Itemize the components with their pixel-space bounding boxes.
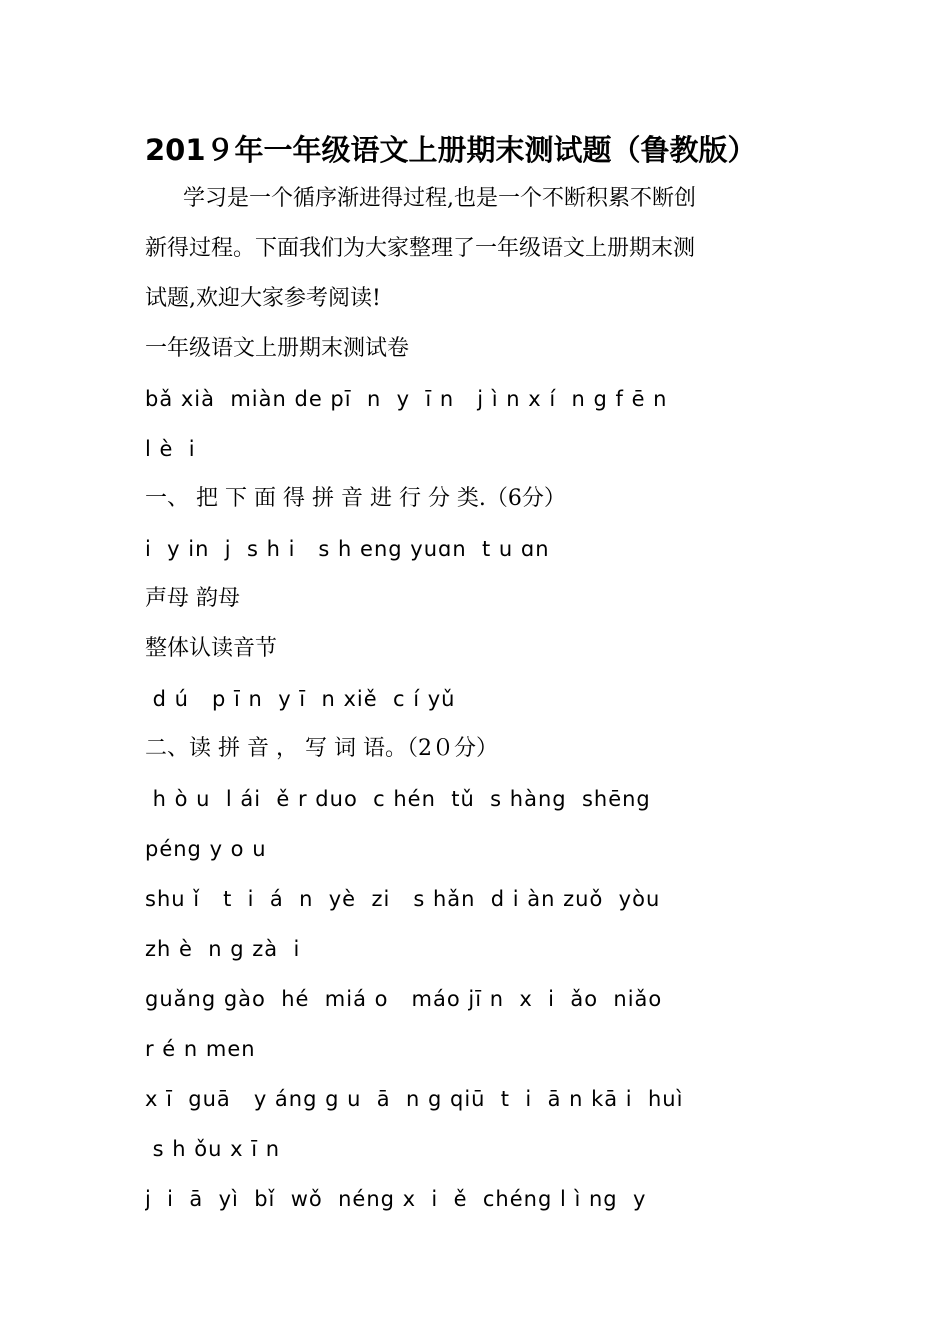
text-line xyxy=(145,724,805,774)
pinyin-line xyxy=(145,774,805,824)
pinyin-line xyxy=(145,674,805,724)
pinyin-line xyxy=(145,1124,805,1174)
line-text: 二、读 拼 音 ， 写 词 语。（2０分） xyxy=(145,736,498,761)
pinyin-line xyxy=(145,874,805,924)
line-text: 学习是一个循序渐进得过程,也是一个不断积累不断创 xyxy=(183,186,696,211)
line-text: l è i xyxy=(145,437,196,461)
text-line xyxy=(145,224,805,274)
text-line xyxy=(145,624,805,674)
line-text: h ò u l ái ě r duo c hén tǔ s hàng shēng xyxy=(145,787,651,811)
line-text: péng y o u xyxy=(145,837,267,861)
document-body xyxy=(145,174,805,1224)
line-text: 试题,欢迎大家参考阅读! xyxy=(145,286,381,311)
line-text: i y in j s h i s h eng yuɑn t u ɑn xyxy=(145,537,550,561)
line-text: bǎ xià miàn de pī n y ī n j ì n x í n g f ē n xyxy=(145,387,668,411)
line-text: r é n men xyxy=(145,1037,256,1061)
page-title: 201９年一年级语文上册期末测试题（鲁教版） xyxy=(145,133,757,167)
text-line xyxy=(145,474,805,524)
line-text: zh è n g zà i xyxy=(145,937,301,961)
pinyin-line xyxy=(145,824,805,874)
line-text: 声母 韵母 xyxy=(145,586,240,611)
text-line xyxy=(145,574,805,624)
line-text: 新得过程。下面我们为大家整理了一年级语文上册期末测 xyxy=(145,236,696,261)
pinyin-line xyxy=(145,424,805,474)
text-line xyxy=(145,174,805,224)
text-line xyxy=(145,274,805,324)
line-text: shu ǐ t i á n yè zi s hǎn d i àn zuǒ yòu xyxy=(145,887,661,911)
line-text: s h ǒu x ī n xyxy=(145,1137,281,1161)
pinyin-line xyxy=(145,974,805,1024)
line-text: guǎng gào hé miá o máo jī n x i ǎo niǎo xyxy=(145,987,663,1011)
pinyin-line xyxy=(145,1024,805,1074)
line-text: d ú p ī n y ī n xiě c í yǔ xyxy=(145,687,456,711)
line-text: x ī guā y áng g u ā n g qiū t i ā n kā i huì xyxy=(145,1087,684,1111)
line-text: 一年级语文上册期末测试卷 xyxy=(145,336,410,361)
line-text: 整体认读音节 xyxy=(145,636,278,661)
pinyin-line xyxy=(145,924,805,974)
text-line xyxy=(145,324,805,374)
pinyin-line xyxy=(145,1174,805,1224)
line-text: j i ā yì bǐ wǒ néng x i ě chéng l ì ng y xyxy=(145,1187,647,1211)
pinyin-line xyxy=(145,1074,805,1124)
line-text: 一、 把 下 面 得 拼 音 进 行 分 类.（6分） xyxy=(145,486,566,511)
pinyin-line xyxy=(145,374,805,424)
pinyin-line xyxy=(145,524,805,574)
